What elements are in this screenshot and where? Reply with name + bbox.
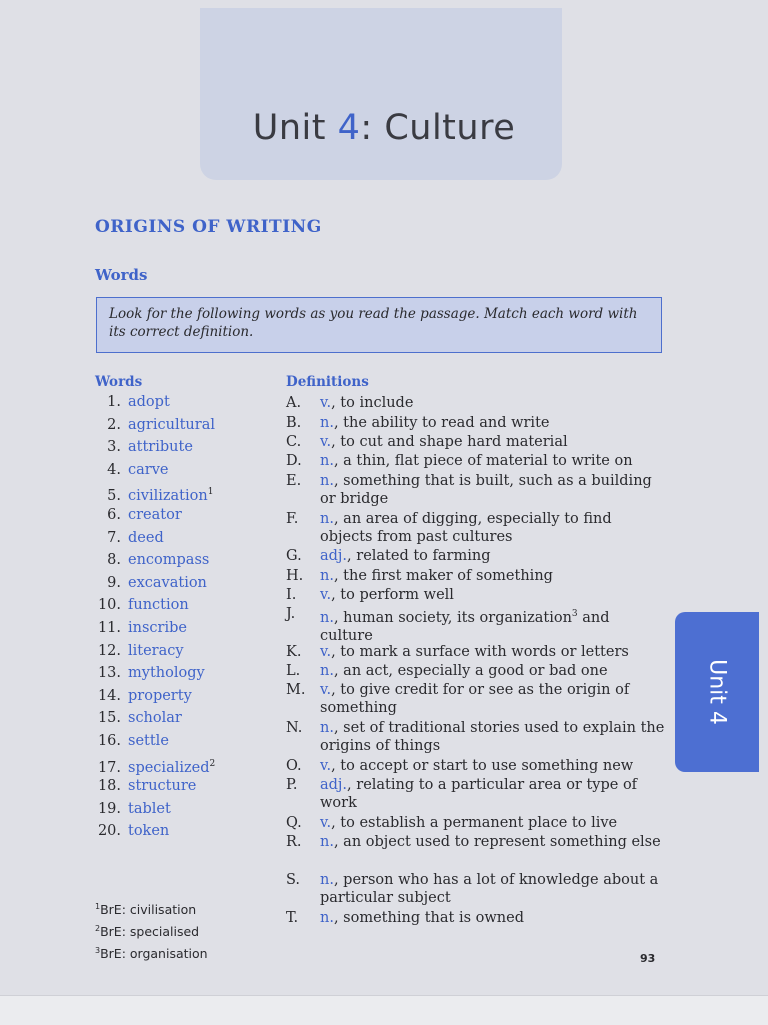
definition-text: , to perform well bbox=[331, 587, 454, 603]
part-of-speech: v. bbox=[320, 587, 332, 603]
definition-letter: L. bbox=[286, 663, 301, 679]
footnote-text: BrE: civilisation bbox=[100, 902, 197, 917]
unit-side-tab bbox=[675, 612, 759, 772]
footnote-marker: 3 bbox=[571, 609, 578, 619]
definition-letter: A. bbox=[286, 395, 302, 411]
word-number: 8. bbox=[107, 552, 121, 569]
definition-text: , something that is owned bbox=[333, 910, 524, 926]
definition-letter: F. bbox=[286, 511, 299, 527]
definition-text: , to give credit for or see as the origin of something bbox=[320, 682, 630, 716]
definition-item bbox=[286, 567, 666, 585]
word-item bbox=[95, 460, 215, 483]
word-number: 12. bbox=[97, 642, 121, 659]
definition-item bbox=[286, 605, 666, 645]
unit-title-panel bbox=[200, 8, 562, 180]
word-item bbox=[95, 437, 215, 460]
definition-text: , an object used to represent something else bbox=[333, 834, 661, 850]
definition-text: , human society, its organization bbox=[333, 610, 572, 626]
definition-letter: S. bbox=[286, 872, 301, 888]
definition-text: , an act, especially a good or bad one bbox=[333, 663, 608, 679]
word-item bbox=[95, 573, 215, 596]
footnotes bbox=[95, 897, 208, 963]
word-term: function bbox=[128, 597, 189, 614]
part-of-speech: v. bbox=[320, 815, 332, 831]
word-number: 18. bbox=[97, 778, 121, 795]
words-column-heading: Words bbox=[95, 374, 143, 390]
definitions-column-heading: Definitions bbox=[286, 374, 369, 390]
definition-item bbox=[286, 394, 666, 412]
word-item bbox=[95, 754, 215, 777]
definition-text: , a thin, flat piece of material to write on bbox=[333, 453, 633, 469]
word-number: 20. bbox=[97, 823, 121, 840]
word-item bbox=[95, 641, 215, 664]
part-of-speech: adj. bbox=[320, 777, 348, 793]
word-term: scholar bbox=[128, 710, 182, 727]
section-title: ORIGINS OF WRITING bbox=[95, 217, 322, 237]
word-number: 16. bbox=[97, 732, 121, 749]
word-item bbox=[95, 505, 215, 528]
definition-item bbox=[286, 833, 666, 851]
part-of-speech: v. bbox=[320, 395, 332, 411]
definition-text: , to include bbox=[331, 395, 414, 411]
unit-title bbox=[0, 108, 768, 148]
definition-item bbox=[286, 414, 666, 432]
word-term: property bbox=[128, 687, 192, 704]
footnote-marker: 2 bbox=[209, 758, 216, 769]
definition-item bbox=[286, 643, 666, 661]
definition-item bbox=[286, 719, 666, 755]
footnote-marker: 2 bbox=[95, 924, 101, 933]
part-of-speech: n. bbox=[320, 453, 334, 469]
definition-item bbox=[286, 776, 666, 812]
word-number: 11. bbox=[97, 619, 121, 636]
word-item bbox=[95, 392, 215, 415]
definition-item bbox=[286, 871, 666, 907]
part-of-speech: n. bbox=[320, 511, 334, 527]
word-item bbox=[95, 482, 215, 505]
definition-item bbox=[286, 814, 666, 832]
word-item bbox=[95, 595, 215, 618]
word-item bbox=[95, 550, 215, 573]
word-item bbox=[95, 415, 215, 438]
definition-text: , something that is built, such as a building or bridge bbox=[320, 473, 652, 507]
page-number: 93 bbox=[640, 952, 656, 965]
part-of-speech: n. bbox=[320, 568, 334, 584]
definition-item bbox=[286, 433, 666, 451]
footnote bbox=[95, 941, 208, 963]
word-number: 17. bbox=[97, 759, 121, 776]
word-term: tablet bbox=[128, 800, 171, 817]
definition-letter: M. bbox=[286, 682, 306, 698]
part-of-speech: v. bbox=[320, 434, 332, 450]
word-term: adopt bbox=[128, 394, 170, 410]
definition-item bbox=[286, 510, 666, 546]
definition-letter: D. bbox=[286, 453, 302, 469]
word-list bbox=[95, 392, 215, 844]
definition-letter: N. bbox=[286, 720, 303, 736]
part-of-speech: v. bbox=[320, 682, 332, 698]
words-subheading: Words bbox=[95, 266, 148, 284]
definition-item bbox=[286, 662, 666, 680]
definition-item bbox=[286, 757, 666, 775]
unit-number: 4 bbox=[337, 108, 361, 148]
definition-letter: O. bbox=[286, 758, 302, 774]
part-of-speech: n. bbox=[320, 473, 334, 489]
word-item bbox=[95, 708, 215, 731]
part-of-speech: v. bbox=[320, 644, 332, 660]
word-item bbox=[95, 528, 215, 551]
definition-item bbox=[286, 452, 666, 470]
word-item bbox=[95, 618, 215, 641]
definition-text: , related to farming bbox=[347, 548, 491, 564]
word-number: 6. bbox=[107, 506, 121, 523]
definition-text: , an area of digging, especially to find objects from past cultures bbox=[320, 511, 612, 545]
footnote bbox=[95, 897, 208, 919]
footnote-text: BrE: organisation bbox=[100, 946, 208, 961]
footnote-marker: 3 bbox=[95, 946, 101, 955]
definition-text: , the ability to read and write bbox=[333, 415, 550, 431]
word-term: encompass bbox=[128, 552, 210, 569]
part-of-speech: n. bbox=[320, 720, 334, 736]
definition-text: , the first maker of something bbox=[333, 568, 553, 584]
definition-item bbox=[286, 472, 666, 508]
word-item bbox=[95, 821, 215, 844]
word-number: 7. bbox=[107, 529, 121, 546]
word-term: token bbox=[128, 823, 170, 840]
part-of-speech: n. bbox=[320, 610, 334, 626]
footnote-text: BrE: specialised bbox=[100, 924, 200, 939]
word-term: excavation bbox=[128, 574, 207, 591]
part-of-speech: n. bbox=[320, 663, 334, 679]
part-of-speech: adj. bbox=[320, 548, 348, 564]
word-number: 5. bbox=[107, 488, 121, 505]
definition-item bbox=[286, 547, 666, 565]
word-number: 14. bbox=[97, 687, 121, 704]
word-term: structure bbox=[128, 778, 197, 795]
part-of-speech: n. bbox=[320, 415, 334, 431]
definition-text: , to cut and shape hard material bbox=[331, 434, 568, 450]
word-term: inscribe bbox=[128, 619, 187, 636]
definition-letter: Q. bbox=[286, 815, 302, 831]
definition-item bbox=[286, 909, 666, 927]
word-item bbox=[95, 776, 215, 799]
word-term: deed bbox=[128, 529, 164, 546]
definition-letter: G. bbox=[286, 548, 302, 564]
definition-text: , to mark a surface with words or letters bbox=[331, 644, 629, 660]
word-term: settle bbox=[128, 732, 169, 749]
word-number: 1. bbox=[107, 394, 121, 410]
word-number: 13. bbox=[97, 665, 121, 682]
unit-title-suffix: : Culture bbox=[360, 108, 516, 148]
word-term: creator bbox=[128, 506, 182, 523]
word-item bbox=[95, 799, 215, 822]
word-term: mythology bbox=[128, 665, 205, 682]
part-of-speech: n. bbox=[320, 834, 334, 850]
word-item bbox=[95, 686, 215, 709]
word-term: agricultural bbox=[128, 416, 215, 433]
footnote-marker: 1 bbox=[95, 902, 101, 911]
definition-letter: P. bbox=[286, 777, 298, 793]
word-term: civilization bbox=[128, 488, 208, 505]
definition-text: , to accept or start to use something new bbox=[331, 758, 634, 774]
word-number: 3. bbox=[107, 439, 121, 456]
definition-letter: K. bbox=[286, 644, 302, 660]
definition-letter: E. bbox=[286, 473, 302, 489]
instruction-box: Look for the following words as you read the passage. Match each word with its correct definition. bbox=[96, 297, 662, 353]
side-tab-label: Unit 4 bbox=[704, 659, 730, 725]
word-number: 4. bbox=[107, 461, 121, 478]
part-of-speech: n. bbox=[320, 872, 334, 888]
word-term: attribute bbox=[128, 439, 193, 456]
word-number: 15. bbox=[97, 710, 121, 727]
word-number: 9. bbox=[107, 574, 121, 591]
word-term: specialized bbox=[128, 759, 210, 776]
unit-title-prefix: Unit bbox=[252, 108, 338, 148]
definition-letter: B. bbox=[286, 415, 302, 431]
word-number: 2. bbox=[107, 416, 121, 433]
part-of-speech: v. bbox=[320, 758, 332, 774]
definition-text: , person who has a lot of knowledge about a particular subject bbox=[320, 872, 659, 906]
definition-text-continued: and culture bbox=[320, 610, 610, 644]
word-item bbox=[95, 731, 215, 754]
word-number: 10. bbox=[97, 597, 121, 614]
definition-text: , set of traditional stories used to explain the origins of things bbox=[320, 720, 665, 754]
definition-text: , to establish a permanent place to live bbox=[331, 815, 618, 831]
definition-letter: J. bbox=[286, 606, 296, 622]
definition-text: , relating to a particular area or type of work bbox=[320, 777, 638, 811]
word-number: 19. bbox=[97, 800, 121, 817]
definition-item bbox=[286, 586, 666, 604]
definition-letter: C. bbox=[286, 434, 302, 450]
word-item bbox=[95, 663, 215, 686]
word-term: literacy bbox=[128, 642, 184, 659]
definition-letter: R. bbox=[286, 834, 302, 850]
definition-letter: I. bbox=[286, 587, 297, 603]
definition-letter: H. bbox=[286, 568, 304, 584]
part-of-speech: n. bbox=[320, 910, 334, 926]
page-bottom-edge bbox=[0, 995, 768, 1025]
definition-letter: T. bbox=[286, 910, 299, 926]
definition-item bbox=[286, 681, 666, 717]
footnote-marker: 1 bbox=[207, 487, 214, 498]
footnote bbox=[95, 919, 208, 941]
word-term: carve bbox=[128, 461, 169, 478]
